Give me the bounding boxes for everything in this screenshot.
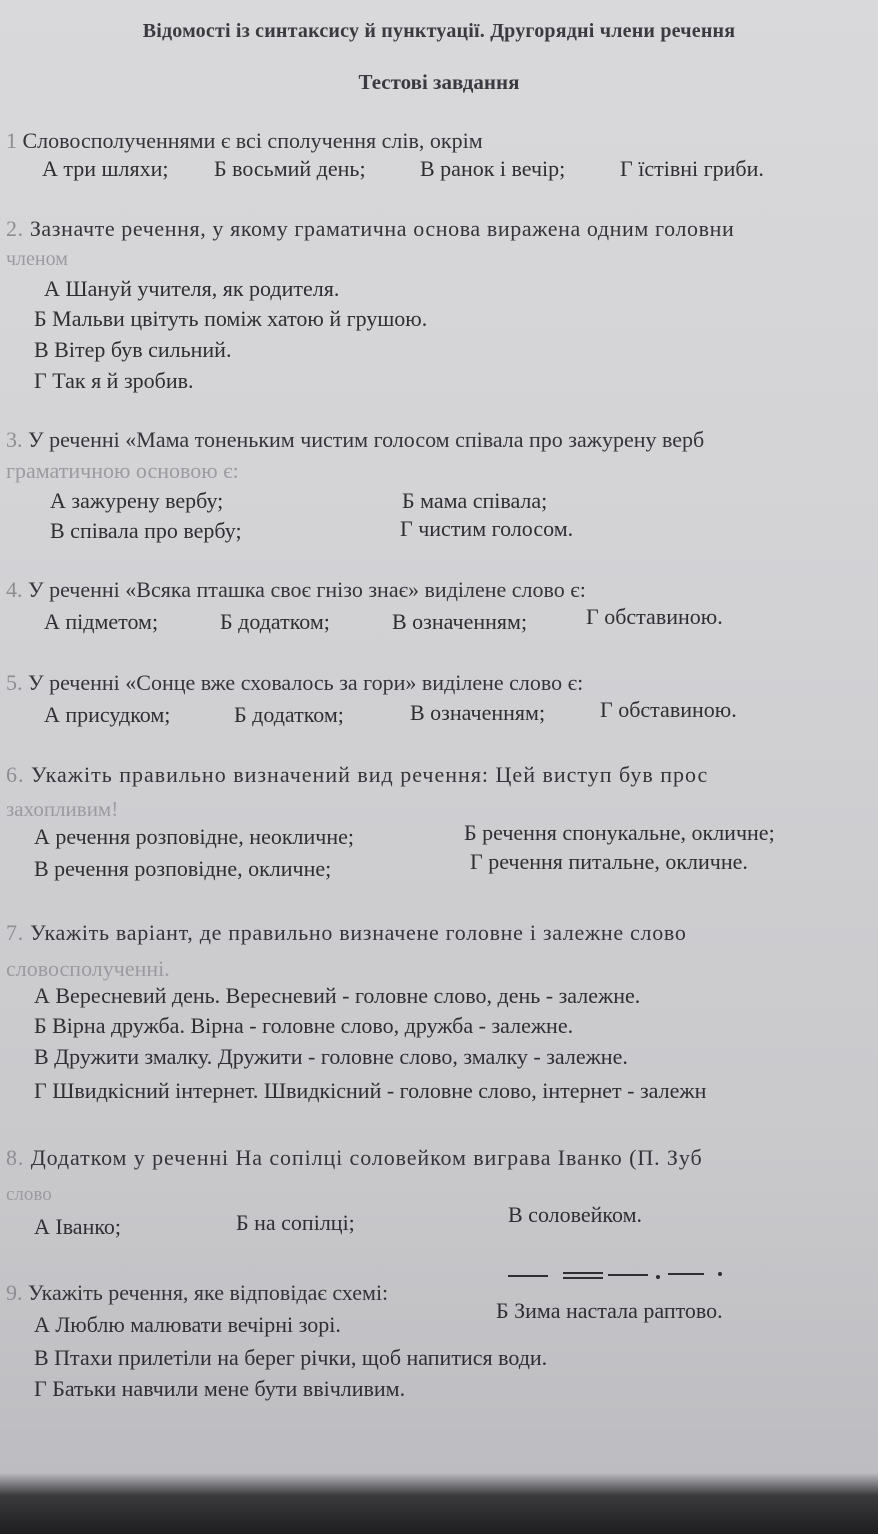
option: Б додатком; [234,702,344,727]
option: А зажурену вербу; [50,488,224,513]
question-6-line2: захопливим! [6,797,119,821]
option: Б речення спонукальне, окличне; [464,820,775,845]
question-text: Укажіть речення, яке відповідає схемі: [28,1280,389,1305]
question-text: Словосполученнями є всі сполучення слів, окрім [22,128,483,153]
option: Г речення питальне, окличне. [470,849,748,874]
question-2-line2: членом [6,248,68,270]
option: В ранок і вечір; [420,156,566,181]
question-text: У реченні «Всяка пташка своє гнізо знає» виділене слово є: [28,577,586,602]
page-subtitle: Тестові завдання [358,70,520,94]
option: Б на сопілці; [236,1210,355,1235]
question-5 [6,670,583,696]
option: В означенням; [392,609,528,634]
option: А три шляхи; [42,156,169,181]
question-3-line2: граматичною основою є: [6,458,239,483]
question-4 [6,577,586,603]
question-2 [6,216,734,242]
question-text: Укажіть варіант, де правильно визначене головне і залежне слово [30,920,687,945]
option: А Люблю малювати вечірні зорі. [34,1312,341,1337]
question-number: 1 [6,128,17,153]
option: Г обставиною. [586,604,723,629]
option: В співала про вербу; [50,518,242,543]
option: А Іванко; [34,1214,122,1239]
option: Г Батьки навчили мене бути ввічливим. [34,1376,406,1401]
question-text: У реченні «Сонце вже сховалось за гори» виділене слово є: [28,670,584,695]
option: Б додатком; [220,609,330,634]
option: Г їстівні гриби. [620,156,764,181]
sentence-schema [508,1266,728,1290]
question-number: 5. [6,670,23,695]
option: В речення розповідне, окличне; [34,856,332,881]
question-7 [6,920,687,946]
option: А присудком; [44,702,171,727]
option: В Дружити змалку. Дружити - головне слово, змалку - залежне. [34,1044,628,1069]
option: В соловейком. [508,1202,642,1227]
option: А Вересневий день. Вересневий - головне слово, день - залежне. [34,983,641,1008]
option: Б восьмий день; [214,156,366,181]
question-8-line2: слово [6,1184,52,1205]
option: В означенням; [410,700,546,725]
option: Б Вірна дружба. Вірна - головне слово, дружба - залежне. [34,1013,574,1038]
question-text: Додатком у реченні На сопілці соловейком вигрaва Іванко (П. Зуб [30,1145,703,1170]
question-7-line2: словосполученні. [6,956,170,981]
question-number: 2. [6,216,24,241]
option: В Птахи прилетіли на берег річки, щоб напитися води. [34,1345,548,1370]
question-number: 9. [6,1280,23,1305]
question-text: Укажіть правильно визначений вид речення: Цей виступ був прос [31,762,709,787]
question-text: У реченні «Мама тоненьким чистим голосом співала про зажурену верб [28,427,705,452]
question-number: 7. [6,920,24,945]
question-6 [6,762,708,788]
option: Б Зима настала раптово. [496,1298,723,1323]
option: В Вітер був сильний. [34,337,232,362]
option: Г Так я й зробив. [34,368,194,393]
option: Г чистим голосом. [400,516,574,541]
question-number: 4. [6,577,23,602]
option: А підметом; [44,609,159,634]
option: А речення розповідне, неокличне; [34,824,354,849]
question-number: 3. [6,427,23,452]
question-1 [6,128,483,154]
question-3 [6,427,704,453]
question-text: Зазначте речення, у якому граматична основа виражена одним головни [29,216,735,241]
option: Г Швидкісний інтернет. Швидкісний - головне слово, інтернет - залежн [34,1078,707,1103]
question-8 [6,1145,703,1171]
option: Б Мальви цвітуть поміж хатою й грушою. [34,306,428,331]
question-number: 8. [6,1145,25,1170]
option: Б мама співала; [402,488,548,513]
option: Г обставиною. [600,697,737,722]
question-9 [6,1280,388,1306]
question-number: 6. [6,762,25,787]
option: А Шануй учителя, як родителя. [44,276,340,301]
page-title: Відомості із синтаксису й пунктуації. Другорядні члени речення [142,20,736,42]
